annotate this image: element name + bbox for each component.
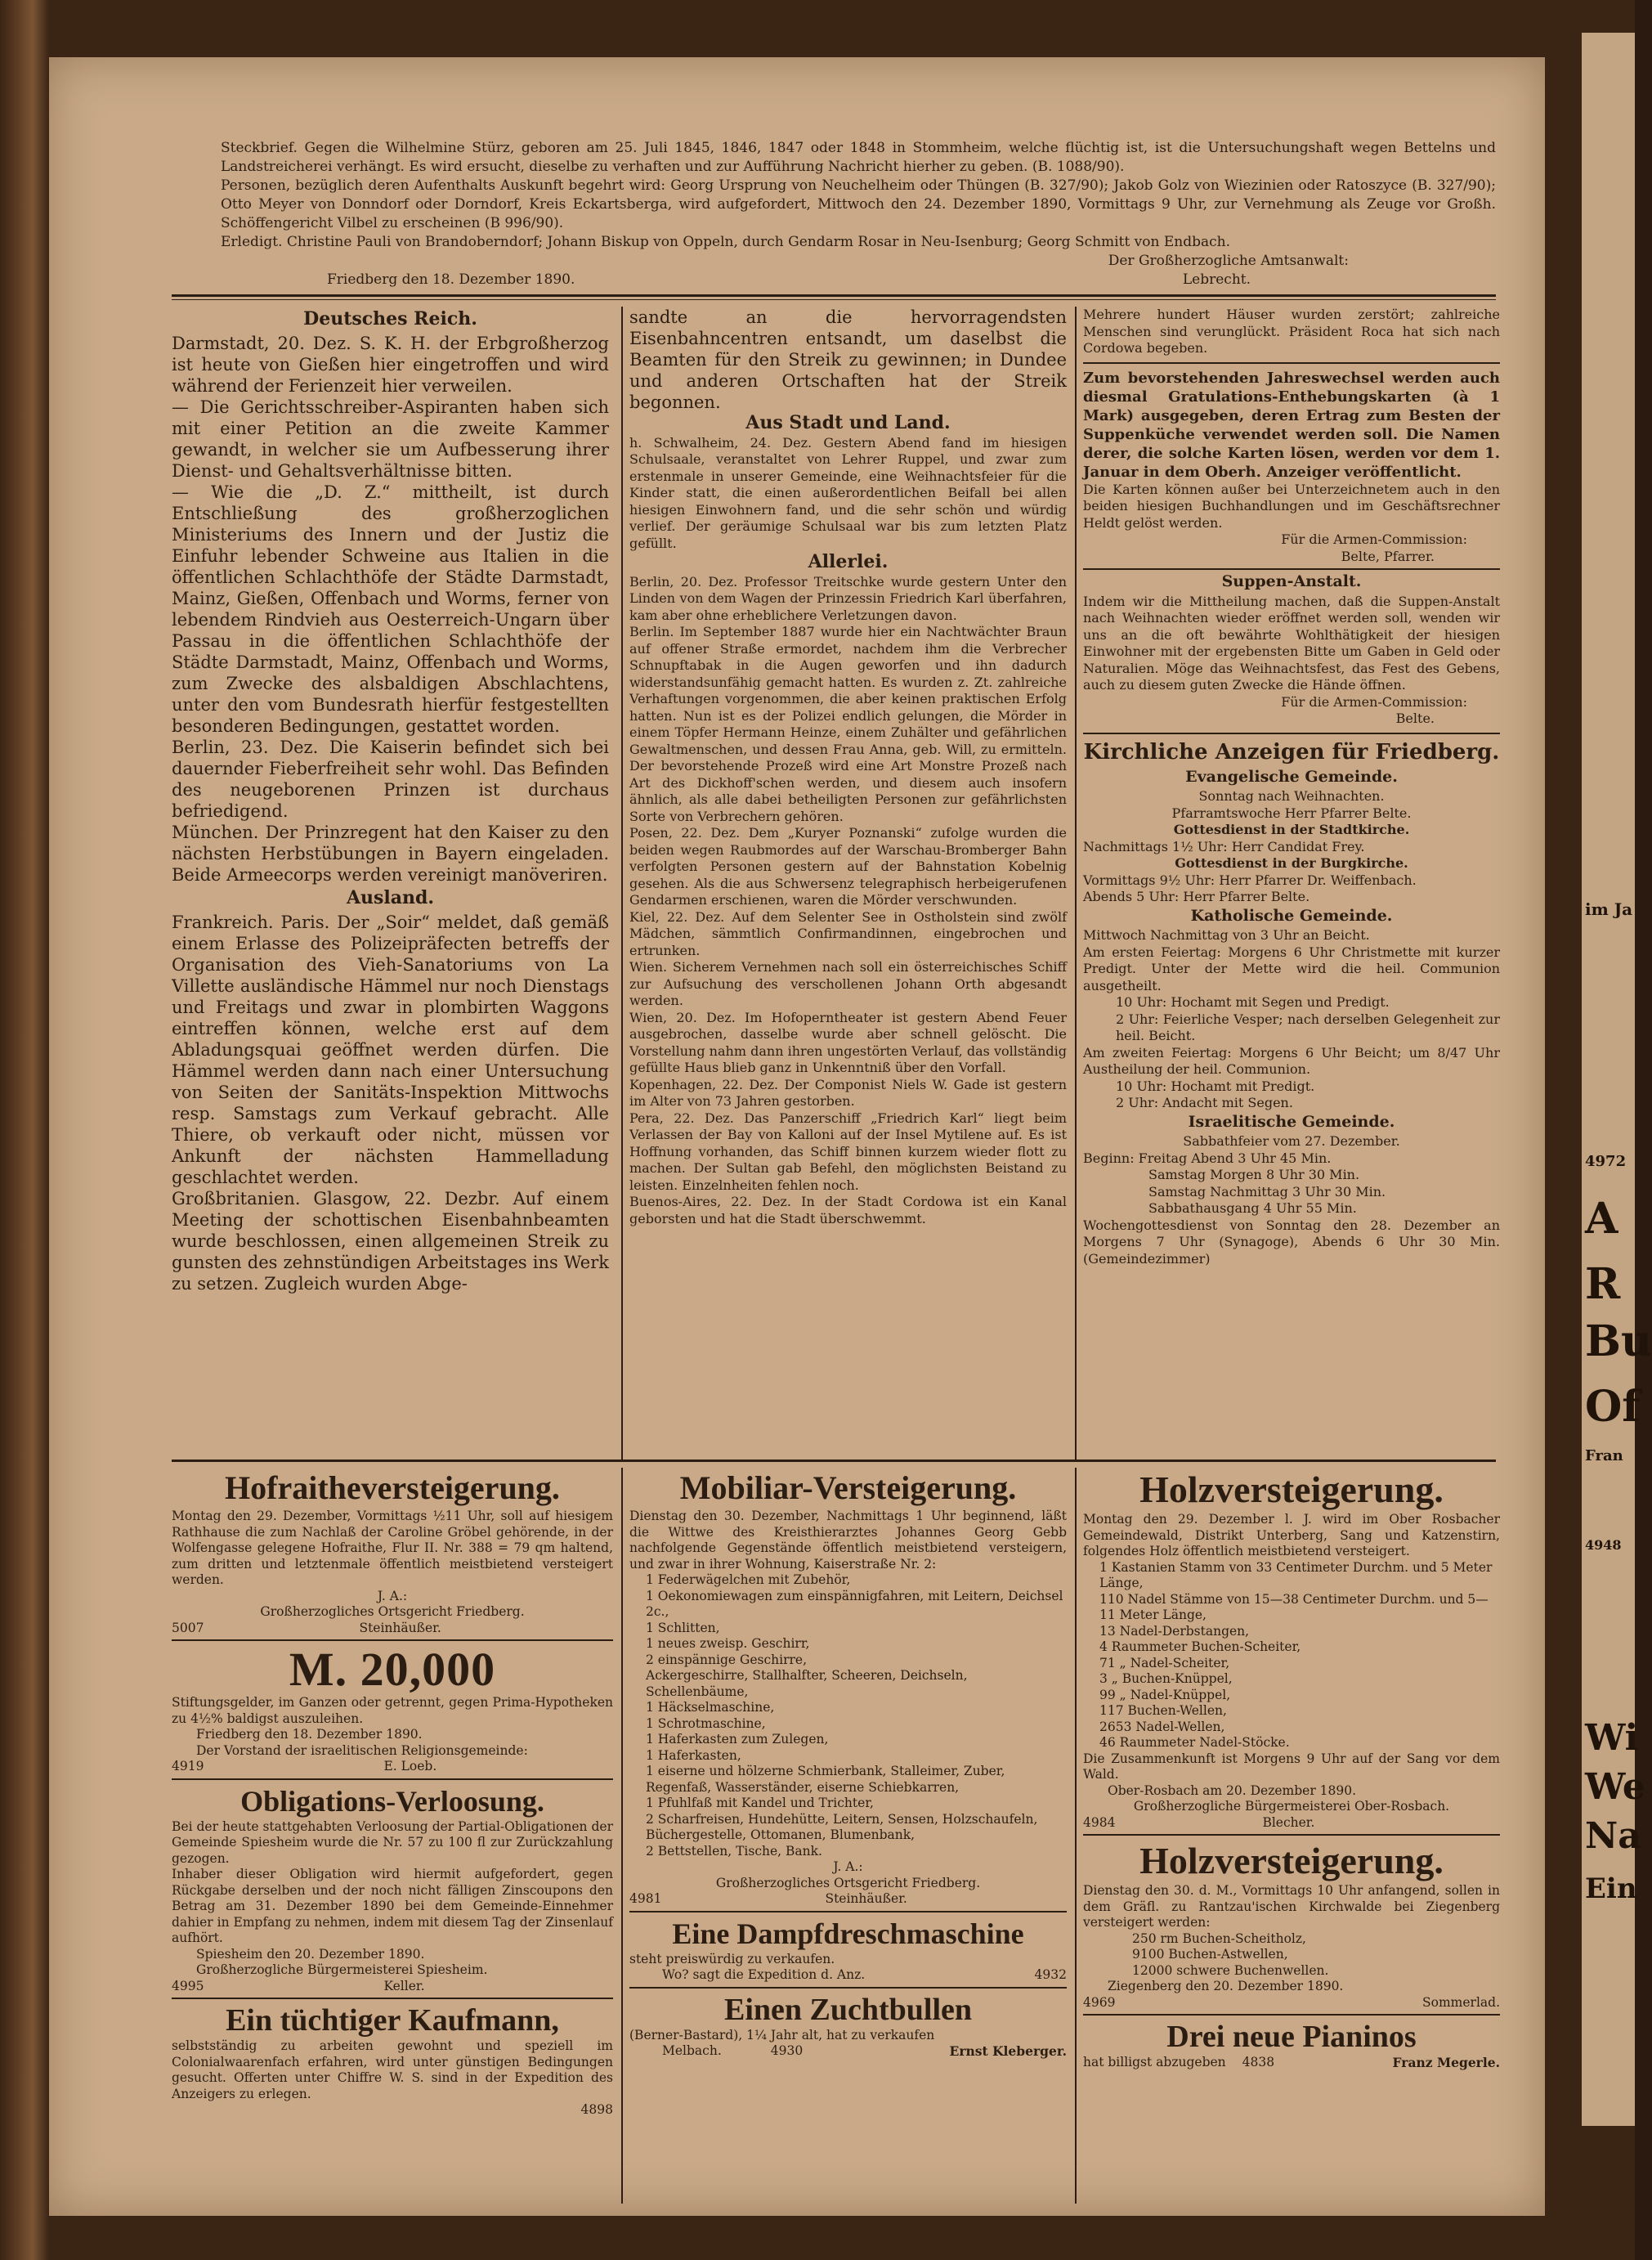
divider — [172, 299, 1496, 300]
list-item: 250 rm Buchen-Scheitholz, — [1132, 1930, 1306, 1946]
list-item: 13 Nadel-Derbstangen, — [1099, 1623, 1250, 1639]
synagogue-line: Samstag Nachmittag 3 Uhr 30 Min. — [1148, 1183, 1386, 1200]
ad-text: Die Zusammenkunft ist Morgens 9 Uhr auf der Sang vor dem Wald. — [1083, 1751, 1500, 1782]
announcement-bold: Zum bevorstehenden Jahreswechsel werden auch diesmal Gratulations-Enthebungskarten (à 1 Mark) ausgegeben, deren Ertrag zum Besten der Suppenküche verwendet werden soll. Die Namen derer, die solche Karten lösen, werden vor dem 1. Januar in dem Oberh. Anzeiger veröffentlicht. — [1083, 369, 1500, 481]
edge-text: Fran — [1585, 1447, 1623, 1464]
list-item: 1 neues zweisp. Geschirr, — [646, 1636, 810, 1651]
ad-number: 4930 — [770, 2043, 804, 2058]
church-line: Nachmittags 1½ Uhr: Herr Candidat Frey. — [1083, 838, 1365, 854]
church-line: Gottesdienst in der Burgkirche. — [1175, 855, 1408, 871]
ad-title-kaufmann: Ein tüchtiger Kaufmann, — [226, 2003, 559, 2038]
ad-number: 4995 — [172, 1978, 204, 1993]
list-item: 2 Scharfreisen, Hundehütte, Leitern, Sensen, Holzschaufeln, Büchergestelle, Ottomanen, Blumenbank, — [646, 1811, 1038, 1842]
ad-title-zuchtbullen: Einen Zuchtbullen — [723, 1992, 973, 2027]
synagogue-line: Samstag Morgen 8 Uhr 30 Min. — [1148, 1167, 1360, 1182]
church-line: 2 Uhr: Feierliche Vesper; nach derselben Gelegenheit zur heil. Beicht. — [1116, 1011, 1500, 1043]
ad-signer: Steinhäußer. — [825, 1891, 907, 1906]
column-divider — [1075, 307, 1077, 1460]
heading-ausland: Ausland. — [346, 887, 435, 908]
ad-text: Dienstag den 30. Dezember, Nachmittags 1 Uhr beginnend, läßt die Wittwe des Kreisthierarztes Johannes Georg Gebb nachfolgende Gegenstände öffentlich meistbietend versteigern, und zwar in ihrer Wohnung, Kaiserstraße Nr. 2: — [629, 1509, 1067, 1572]
ad-text: Montag den 29. Dezember, Vormittags ½11 Uhr, soll auf hiesigem Rathhause die zum Nachlaß der Caroline Gröbel gehörende, in der Wolfengasse gelegene Hofraithe, Flur II. Nr. 388 = 79 qm haltend, zum dritten und letztenmale öffentlich meistbietend versteigert werden. — [172, 1509, 613, 1587]
list-item: 1 eiserne und hölzerne Schmierbank, Stalleimer, Zuber, Regenfaß, Wasserständer, eiserne Schiebkarren, — [646, 1764, 1005, 1795]
list-item: 3 „ Buchen-Knüppel, — [1099, 1671, 1233, 1686]
ads-column-2 — [629, 1468, 1067, 2204]
ad-title-mobiliar: Mobiliar-Versteigerung. — [679, 1469, 1017, 1506]
ad-text: Inhaber dieser Obligation wird hiermit aufgefordert, gegen Rückgabe derselben und der noch nicht fälligen Zinscoupons den Betrag am 31. Dezember 1890 bei dem Gemeinde-Einnehmer dahier in Empfang zu nehmen, indem mit diesem Tag der Zinsenlauf aufhört. — [172, 1867, 613, 1945]
news-column-2 — [629, 307, 1067, 1455]
heading-stadt-land: Aus Stadt und Land. — [745, 412, 951, 433]
list-item: 1 Häckselmaschine, — [646, 1700, 775, 1715]
list-item: 1 Schrotmaschine, — [646, 1715, 766, 1731]
ad-text: Bei der heute stattgehabten Verloosung der Partial-Obligationen der Gemeinde Spiesheim wurde die Nr. 57 zu 100 fl zur Zurückzahlung gezogen. — [172, 1818, 613, 1866]
amtsanwalt-title: Der Großherzogliche Amtsanwalt: — [1108, 253, 1349, 269]
church-line: Pfarramtswoche Herr Pfarrer Belte. — [1171, 805, 1412, 821]
heading-israelitisch: Israelitische Gemeinde. — [1188, 1112, 1395, 1131]
article: Wien, 20. Dez. Im Hofoperntheater ist gestern Abend Feuer ausgebrochen, dasselbe wurde aber schnell gelöscht. Die Vorstellung nahm dann ihren ungestörten Verlauf, das vollständig gefüllte Haus blieb ganz in Unkenntniß über den Vorfall. — [629, 1009, 1067, 1075]
notice-date: Friedberg den 18. Dezember 1890. — [327, 271, 575, 288]
holz-2-list — [1083, 1931, 1500, 1980]
church-line: 2 Uhr: Andacht mit Segen. — [1116, 1095, 1293, 1110]
ad-number: 4898 — [580, 2102, 613, 2117]
news-column-1 — [172, 307, 609, 1455]
ad-number: 4981 — [629, 1891, 662, 1906]
heading-katholisch: Katholische Gemeinde. — [1190, 906, 1393, 925]
heading-kirchliche-anzeigen: Kirchliche Anzeigen für Friedberg. — [1083, 739, 1500, 765]
article: Posen, 22. Dez. Dem „Kuryer Poznanski“ zufolge wurden die beiden wegen Raubmordes auf der Warschau-Bromberger Bahn verfolgten Personen gestern auf der Bahnstation Kobelnig gesehen. Als die aus Schwersenz telegraphisch herbeigerufenen Gendarmen erschienen, waren die Mörder verschwunden. — [629, 825, 1067, 908]
ad-text: Stiftungsgelder, im Ganzen oder getrennt, gegen Prima-Hypotheken zu 4½% baldigst auszuleihen. — [172, 1695, 613, 1726]
article: Indem wir die Mittheilung machen, daß die Suppen-Anstalt nach Weihnachten wieder eröffnet werden soll, wenden wir uns an die oft bewährte Wohlthätigkeit der hiesigen Einwohner mit der ergebensten Bitte um Gaben in Geld oder Naturalien. Möge das Weihnachtsfest, das Fest des Gebens, auch zu diesem guten Zwecke die Hände öffnen. — [1083, 593, 1500, 693]
ad-text: Großherzogliches Ortsgericht Friedberg. — [715, 1875, 981, 1890]
steckbrief-text: Steckbrief. Gegen die Wilhelmine Stürz, geboren am 25. Juli 1845, 1846, 1847 oder 1848 in Stommheim, welche flüchtig ist, ist die Untersuchungshaft wegen Bettelns und Landstreicherei verhängt. Es wird ersucht, dieselbe zu verhaften und zur Aufführung Nachricht hierher zu geben. (B. 1088/90). — [221, 140, 1496, 175]
heading-evangelisch: Evangelische Gemeinde. — [1185, 767, 1398, 786]
edge-text: 4948 — [1585, 1537, 1622, 1553]
ad-text: Dienstag den 30. d. M., Vormittags 10 Uhr anfangend, sollen in dem Gräfl. zu Rantzau'ischen Kirchwalde bei Ziegenberg versteigert werden: — [1083, 1883, 1500, 1930]
synagogue-line: Beginn: Freitag Abend 3 Uhr 45 Min. — [1083, 1150, 1332, 1166]
church-line: Vormittags 9½ Uhr: Herr Pfarrer Dr. Weiffenbach. — [1083, 872, 1417, 888]
adjacent-page-edge — [1582, 33, 1652, 2126]
edge-text: Of — [1585, 1382, 1641, 1432]
heading-suppen-anstalt: Suppen-Anstalt. — [1221, 572, 1362, 590]
list-item: 1 Federwägelchen mit Zubehör, — [646, 1572, 851, 1587]
ad-number: 4919 — [172, 1759, 204, 1773]
newspaper-page — [49, 57, 1545, 2216]
church-line: 10 Uhr: Hochamt mit Segen und Predigt. — [1116, 994, 1390, 1010]
ad-title-holz-1: Holzversteigerung. — [1139, 1469, 1444, 1510]
ad-title-hofraithe: Hofraitheversteigerung. — [225, 1469, 560, 1506]
column-divider — [621, 307, 623, 1460]
article: Kopenhagen, 22. Dez. Der Componist Niels W. Gade ist gestern im Alter von 73 Jahren gestorben. — [629, 1076, 1067, 1109]
list-item: 46 Raummeter Nadel-Stöcke. — [1099, 1735, 1290, 1750]
divider — [172, 294, 1496, 297]
erledigt-text: Erledigt. Christine Pauli von Brandoberndorf; Johann Biskup von Oppeln, durch Gendarm Rosar in Neu-Isenburg; Georg Schmitt von Endbach. — [221, 234, 1231, 250]
list-item: 1 Haferkasten zum Zulegen, — [646, 1732, 829, 1747]
list-item: 110 Nadel Stämme von 15—38 Centimeter Durchm. und 5—11 Meter Länge, — [1099, 1591, 1489, 1622]
column-divider — [1075, 1468, 1077, 2204]
article: Wien. Sicherem Vernehmen nach soll ein österreichisches Schiff zur Aufsuchung des verschollenen Johann Orth abgesandt werden. — [629, 959, 1067, 1008]
signature: Belte, Pfarrer. — [1341, 548, 1435, 564]
synagogue-line: Sabbathfeier vom 27. Dezember. — [1183, 1133, 1400, 1149]
article: h. Schwalheim, 24. Dez. Gestern Abend fand im hiesigen Schulsaale, veranstaltet von Lehrer Ruppel, und zwar zum erstenmale in unserer Gemeinde, eine Weihnachtsfeier für die Kinder statt, die einen außerordentlichen Beifall bei allen hiesigen Einwohnern fand, und die sehr schön und würdig verlief. Der geräumige Schulsaal war bis zum letzten Platz gefüllt. — [629, 434, 1067, 551]
article: Berlin. Im September 1887 wurde hier ein Nachtwächter Braun auf offener Straße ermordet, nachdem ihm die Verbrecher Schnupftabak in die Augen geworfen und ihn dadurch widerstandsunfähig gemacht hatten. Es wurden z. Zt. zahlreiche Verhaftungen vorgenommen, die aber keinen praktischen Erfolg hatten. Nun ist es der Polizei endlich gelungen, die Mörder in einem Töpfer Hermann Heinze, einem Zuhälter und gefährlichen Gewaltmenschen, und dessen Frau Anna, geb. Will, zu ermitteln. Der bevorstehende Prozeß wird eine Art Monstre Prozeß nach Art des Dickhoff'schen werden, und diesem auch insofern ähnlich, als alle dabei betheiligten Personen zur gefährlichsten Sorte von Verbrechern gehören. — [629, 624, 1067, 824]
list-item: 9100 Buchen-Astwellen, — [1132, 1947, 1288, 1962]
synagogue-line: Wochengottesdienst von Sonntag den 28. Dezember an Morgens 7 Uhr (Synagoge), Abends 6 Uhr 30 Min. (Gemeindezimmer) — [1083, 1217, 1500, 1267]
list-item: 71 „ Nadel-Scheiter, — [1099, 1655, 1230, 1670]
list-item: 1 Schlitten, — [646, 1620, 720, 1635]
ad-text: Spiesheim den 20. Dezember 1890. — [196, 1946, 425, 1962]
ad-title-m20000: M. 20,000 — [289, 1643, 496, 1696]
signature: Für die Armen-Commission: — [1281, 693, 1467, 710]
church-line: Sonntag nach Weihnachten. — [1198, 788, 1385, 804]
article: — Wie die „D. Z.“ mittheilt, ist durch Entschließung des großherzoglichen Ministeriums des Innern und der Justiz die Einfuhr lebender Schweine aus Italien in die öffentlichen Schlachthöfe der Städte Darmstadt, Mainz, Gießen, Offenbach und Worms, ferner von lebendem Rindvieh aus Oesterreich-Ungarn über Passau in die öffentlichen Schlachthöfe der Städte Darmstadt, Mainz, Offenbach und Worms, zum Zwecke des alsbaldigen Abschlachtens, unter den vom Bundesrath hierfür festgestellten besonderen Bedingungen, gestattet worden. — [172, 482, 609, 736]
signature: Für die Armen-Commission: — [1281, 531, 1467, 547]
ad-signer: Ernst Kleberger. — [949, 2043, 1067, 2059]
signature: Belte. — [1395, 711, 1435, 726]
article: Die Karten können außer bei Unterzeichnetem auch in den beiden hiesigen Buchhandlungen und im Geschäftsrechner Heldt gelöst werden. — [1083, 481, 1500, 531]
ad-signer: Franz Megerle. — [1392, 2055, 1500, 2070]
ads-column-1 — [172, 1468, 613, 2204]
church-line: Gottesdienst in der Stadtkirche. — [1173, 822, 1410, 837]
ad-text: Großherzogliche Bürgermeisterei Spiesheim. — [196, 1962, 488, 1977]
ad-number: 4838 — [1242, 2055, 1275, 2069]
ad-text: selbstständig zu arbeiten gewohnt und speziell im Colonialwaarenfach erfahren, wird unter günstigen Bedingungen gesucht. Offerten unter Chiffre W. S. sind in der Expedition des Anzeigers zu erlegen. — [172, 2038, 613, 2101]
ad-text: Wo? sagt die Expedition d. Anz. — [662, 1967, 866, 1982]
ad-text: Der Vorstand der israelitischen Religionsgemeinde: — [196, 1742, 528, 1758]
ad-location: Melbach. — [662, 2043, 722, 2058]
article: Darmstadt, 20. Dez. S. K. H. der Erbgroßherzog ist heute von Gießen hier eingetroffen und wird während der Ferienzeit hier verweilen. — [172, 334, 609, 396]
list-item: 99 „ Nadel-Knüppel, — [1099, 1687, 1231, 1702]
article: Buenos-Aires, 22. Dez. In der Stadt Cordowa ist ein Kanal geborsten und hat die Stadt überschwemmt. — [629, 1194, 1067, 1226]
ad-text: Ober-Rosbach am 20. Dezember 1890. — [1108, 1782, 1357, 1798]
ad-title-dampfdreschmaschine: Eine Dampfdreschmaschine — [672, 1917, 1024, 1950]
edge-text: Ein — [1585, 1872, 1637, 1905]
ad-text: Friedberg den 18. Dezember 1890. — [196, 1727, 423, 1742]
article: Mehrere hundert Häuser wurden zerstört; zahlreiche Menschen sind verunglückt. Präsident Roca hat sich nach Cordowa begeben. — [1083, 307, 1500, 356]
ad-text: Großherzogliche Bürgermeisterei Ober-Rosbach. — [1133, 1799, 1450, 1814]
church-line: Am zweiten Feiertag: Morgens 6 Uhr Beicht; um 8/47 Uhr Austheilung der heil. Communion. — [1083, 1044, 1500, 1077]
list-item: Ackergeschirre, Stallhalfter, Scheeren, Deichseln, Schellenbäume, — [646, 1668, 968, 1699]
list-item: 1 Kastanien Stamm von 33 Centimeter Durchm. und 5 Meter Länge, — [1099, 1559, 1493, 1590]
article: — Die Gerichtsschreiber-Aspiranten haben sich mit einer Petition an die zweite Kammer gewandt, in welcher sie um Aufbesserung ihrer Dienst- und Gehaltsverhältnisse bitten. — [172, 397, 609, 481]
article: München. Der Prinzregent hat den Kaiser zu den nächsten Herbstübungen in Bayern eingeladen. Beide Armeecorps werden vereinigt manöveriren. — [172, 823, 609, 885]
list-item: 1 Oekonomiewagen zum einspännigfahren, mit Leitern, Deichsel 2c., — [646, 1588, 1063, 1619]
church-line: Abends 5 Uhr: Herr Pfarrer Belte. — [1083, 889, 1310, 904]
edge-text: We — [1585, 1766, 1645, 1808]
ad-signer: Blecher. — [1262, 1814, 1315, 1830]
column-divider — [621, 1468, 623, 2204]
list-item: 2 einspännige Geschirre, — [646, 1652, 808, 1667]
edge-text: 4972 — [1585, 1153, 1627, 1170]
ad-number: 5007 — [172, 1620, 204, 1635]
ad-signer: E. Loeb. — [383, 1759, 437, 1773]
list-item: 4 Raummeter Buchen-Scheiter, — [1099, 1639, 1301, 1654]
ad-title-pianinos: Drei neue Pianinos — [1166, 2020, 1417, 2054]
article: Frankreich. Paris. Der „Soir“ meldet, daß gemäß einem Erlasse des Polizeipräfecten betreffs der Organisation des Vieh-Sanatoriums von La Villette ausländische Hämmel nur noch Dienstags und Freitags und zwar in plombirten Waggons eintreffen können, welche erst auf dem Abladungsquai geöffnet werden dürfen. Die Hämmel werden dann nach einer Untersuchung von Seiten der Sanitäts-Inspektion Mittwochs resp. Samstags zum Verkauf gebracht. Alle Thiere, ob verkauft oder nicht, müssen vor Ankunft der nächsten Hammelladung geschlachtet werden. — [172, 913, 609, 1187]
edge-text: Na — [1585, 1815, 1641, 1857]
ad-number: 4984 — [1083, 1814, 1116, 1830]
article: Großbritanien. Glasgow, 22. Dezbr. Auf einem Meeting der schottischen Eisenbahnbeamten wurde beschlossen, einen allgemeinen Streik zu gunsten des zehnstündigen Arbeitstages ins Werk zu setzen. Zugleich wurden Abge- — [172, 1189, 609, 1294]
ad-number: 4932 — [1034, 1967, 1067, 1982]
ad-text: J. A.: — [833, 1859, 863, 1874]
heading-allerlei: Allerlei. — [808, 551, 889, 572]
amtsanwalt-name: Lebrecht. — [1182, 271, 1251, 288]
list-item: 1 Pfuhlfaß mit Kandel und Trichter, — [646, 1796, 874, 1810]
list-item: 117 Buchen-Wellen, — [1099, 1703, 1227, 1718]
list-item: 12000 schwere Buchenwellen. — [1132, 1962, 1329, 1978]
ad-text: (Berner-Bastard), 1¼ Jahr alt, hat zu verkaufen — [629, 2027, 935, 2043]
ad-signer: Keller. — [383, 1978, 425, 1993]
edge-text: Bu — [1585, 1316, 1652, 1366]
list-item: 2653 Nadel-Wellen, — [1099, 1719, 1225, 1734]
ad-text: Großherzogliches Ortsgericht Friedberg. — [260, 1604, 525, 1619]
mobiliar-list — [629, 1572, 1067, 1859]
news-column-3 — [1083, 307, 1500, 1455]
church-line: 10 Uhr: Hochamt mit Predigt. — [1116, 1078, 1315, 1094]
ad-text: hat billigst abzugeben — [1083, 2055, 1226, 2069]
ad-number: 4969 — [1083, 1994, 1116, 2010]
synagogue-line: Sabbathausgang 4 Uhr 55 Min. — [1148, 1200, 1357, 1216]
ad-signer: Steinhäußer. — [359, 1620, 441, 1635]
ad-title-holz-2: Holzversteigerung. — [1139, 1840, 1444, 1881]
ads-column-3 — [1083, 1468, 1500, 2204]
heading-deutsches-reich: Deutsches Reich. — [303, 308, 477, 330]
ad-text: Montag den 29. Dezember l. J. wird im Ober Rosbacher Gemeindewald, Distrikt Unterberg, Sang und Katzenstirn, folgendes Holz öffentlich meistbietend versteigert. — [1083, 1512, 1500, 1558]
church-line: Mittwoch Nachmittag von 3 Uhr an Beicht. — [1083, 927, 1370, 943]
article: Berlin, 23. Dez. Die Kaiserin befindet sich bei dauernder Fieberfreiheit sehr wohl. Das Befinden des neugeborenen Prinzen ist durchaus befriedigend. — [172, 738, 609, 821]
divider — [172, 1460, 1496, 1462]
edge-text: Wi — [1585, 1717, 1639, 1759]
edge-text: A — [1585, 1194, 1618, 1244]
edge-text: R — [1585, 1259, 1621, 1309]
article: Pera, 22. Dez. Das Panzerschiff „Friedrich Karl“ liegt beim Verlassen der Bay von Kalloni auf der Insel Mytilene auf. Es ist Hoffnung vorhanden, das Schiff binnen kurzem wieder flott zu machen. Der Sultan gab Befehl, den möglichsten Beistand zu leisten. Einzelnheiten fehlen noch. — [629, 1110, 1067, 1193]
church-line: Am ersten Feiertag: Morgens 6 Uhr Christmette mit kurzer Predigt. Unter der Mette wird die heil. Communion ausgetheilt. — [1083, 944, 1500, 993]
ad-signer: Sommerlad. — [1422, 1994, 1500, 2010]
article: Berlin, 20. Dez. Professor Treitschke wurde gestern Unter den Linden von dem Wagen der Prinzessin Friedrich Karl überfahren, kam aber ohne erheblichere Verletzungen davon. — [629, 573, 1067, 623]
edge-text: im Ja — [1585, 899, 1633, 919]
article: Kiel, 22. Dez. Auf dem Selenter See in Ostholstein sind zwölf Mädchen, sämmtlich Confirmandinnen, eingebrochen und ertrunken. — [629, 908, 1067, 958]
holz-1-list — [1083, 1560, 1500, 1751]
list-item: 1 Haferkasten, — [646, 1747, 741, 1763]
ad-text: steht preiswürdig zu verkaufen. — [629, 1951, 835, 1966]
article: sandte an die hervorragendsten Eisenbahncentren entsandt, um daselbst die Beamten für den Streik zu gewinnen; in Dundee und anderen Ortschaften hat der Streik begonnen. — [629, 307, 1067, 412]
personen-text: Personen, bezüglich deren Aufenthalts Auskunft begehrt wird: Georg Ursprung von Neuchelheim oder Thüngen (B. 327/90); Jakob Golz von Wiezinien oder Ratoszyce (B. 327/90); Otto Meyer von Donndorf oder Dorndorf, Kreis Eckartsberga, wird aufgefordert, Mittwoch den 24. Dezember 1890, Vormittags 9 Uhr, zur Vernehmung als Zeuge vor Großh. Schöffengericht Vilbel zu erscheinen (B 996/90). — [221, 177, 1496, 231]
ad-title-obligations: Obligations-Verloosung. — [240, 1784, 544, 1818]
ad-text: J. A.: — [377, 1588, 408, 1603]
list-item: 2 Bettstellen, Tische, Bank. — [646, 1843, 822, 1859]
ad-text: Ziegenberg den 20. Dezember 1890. — [1108, 1979, 1344, 1993]
